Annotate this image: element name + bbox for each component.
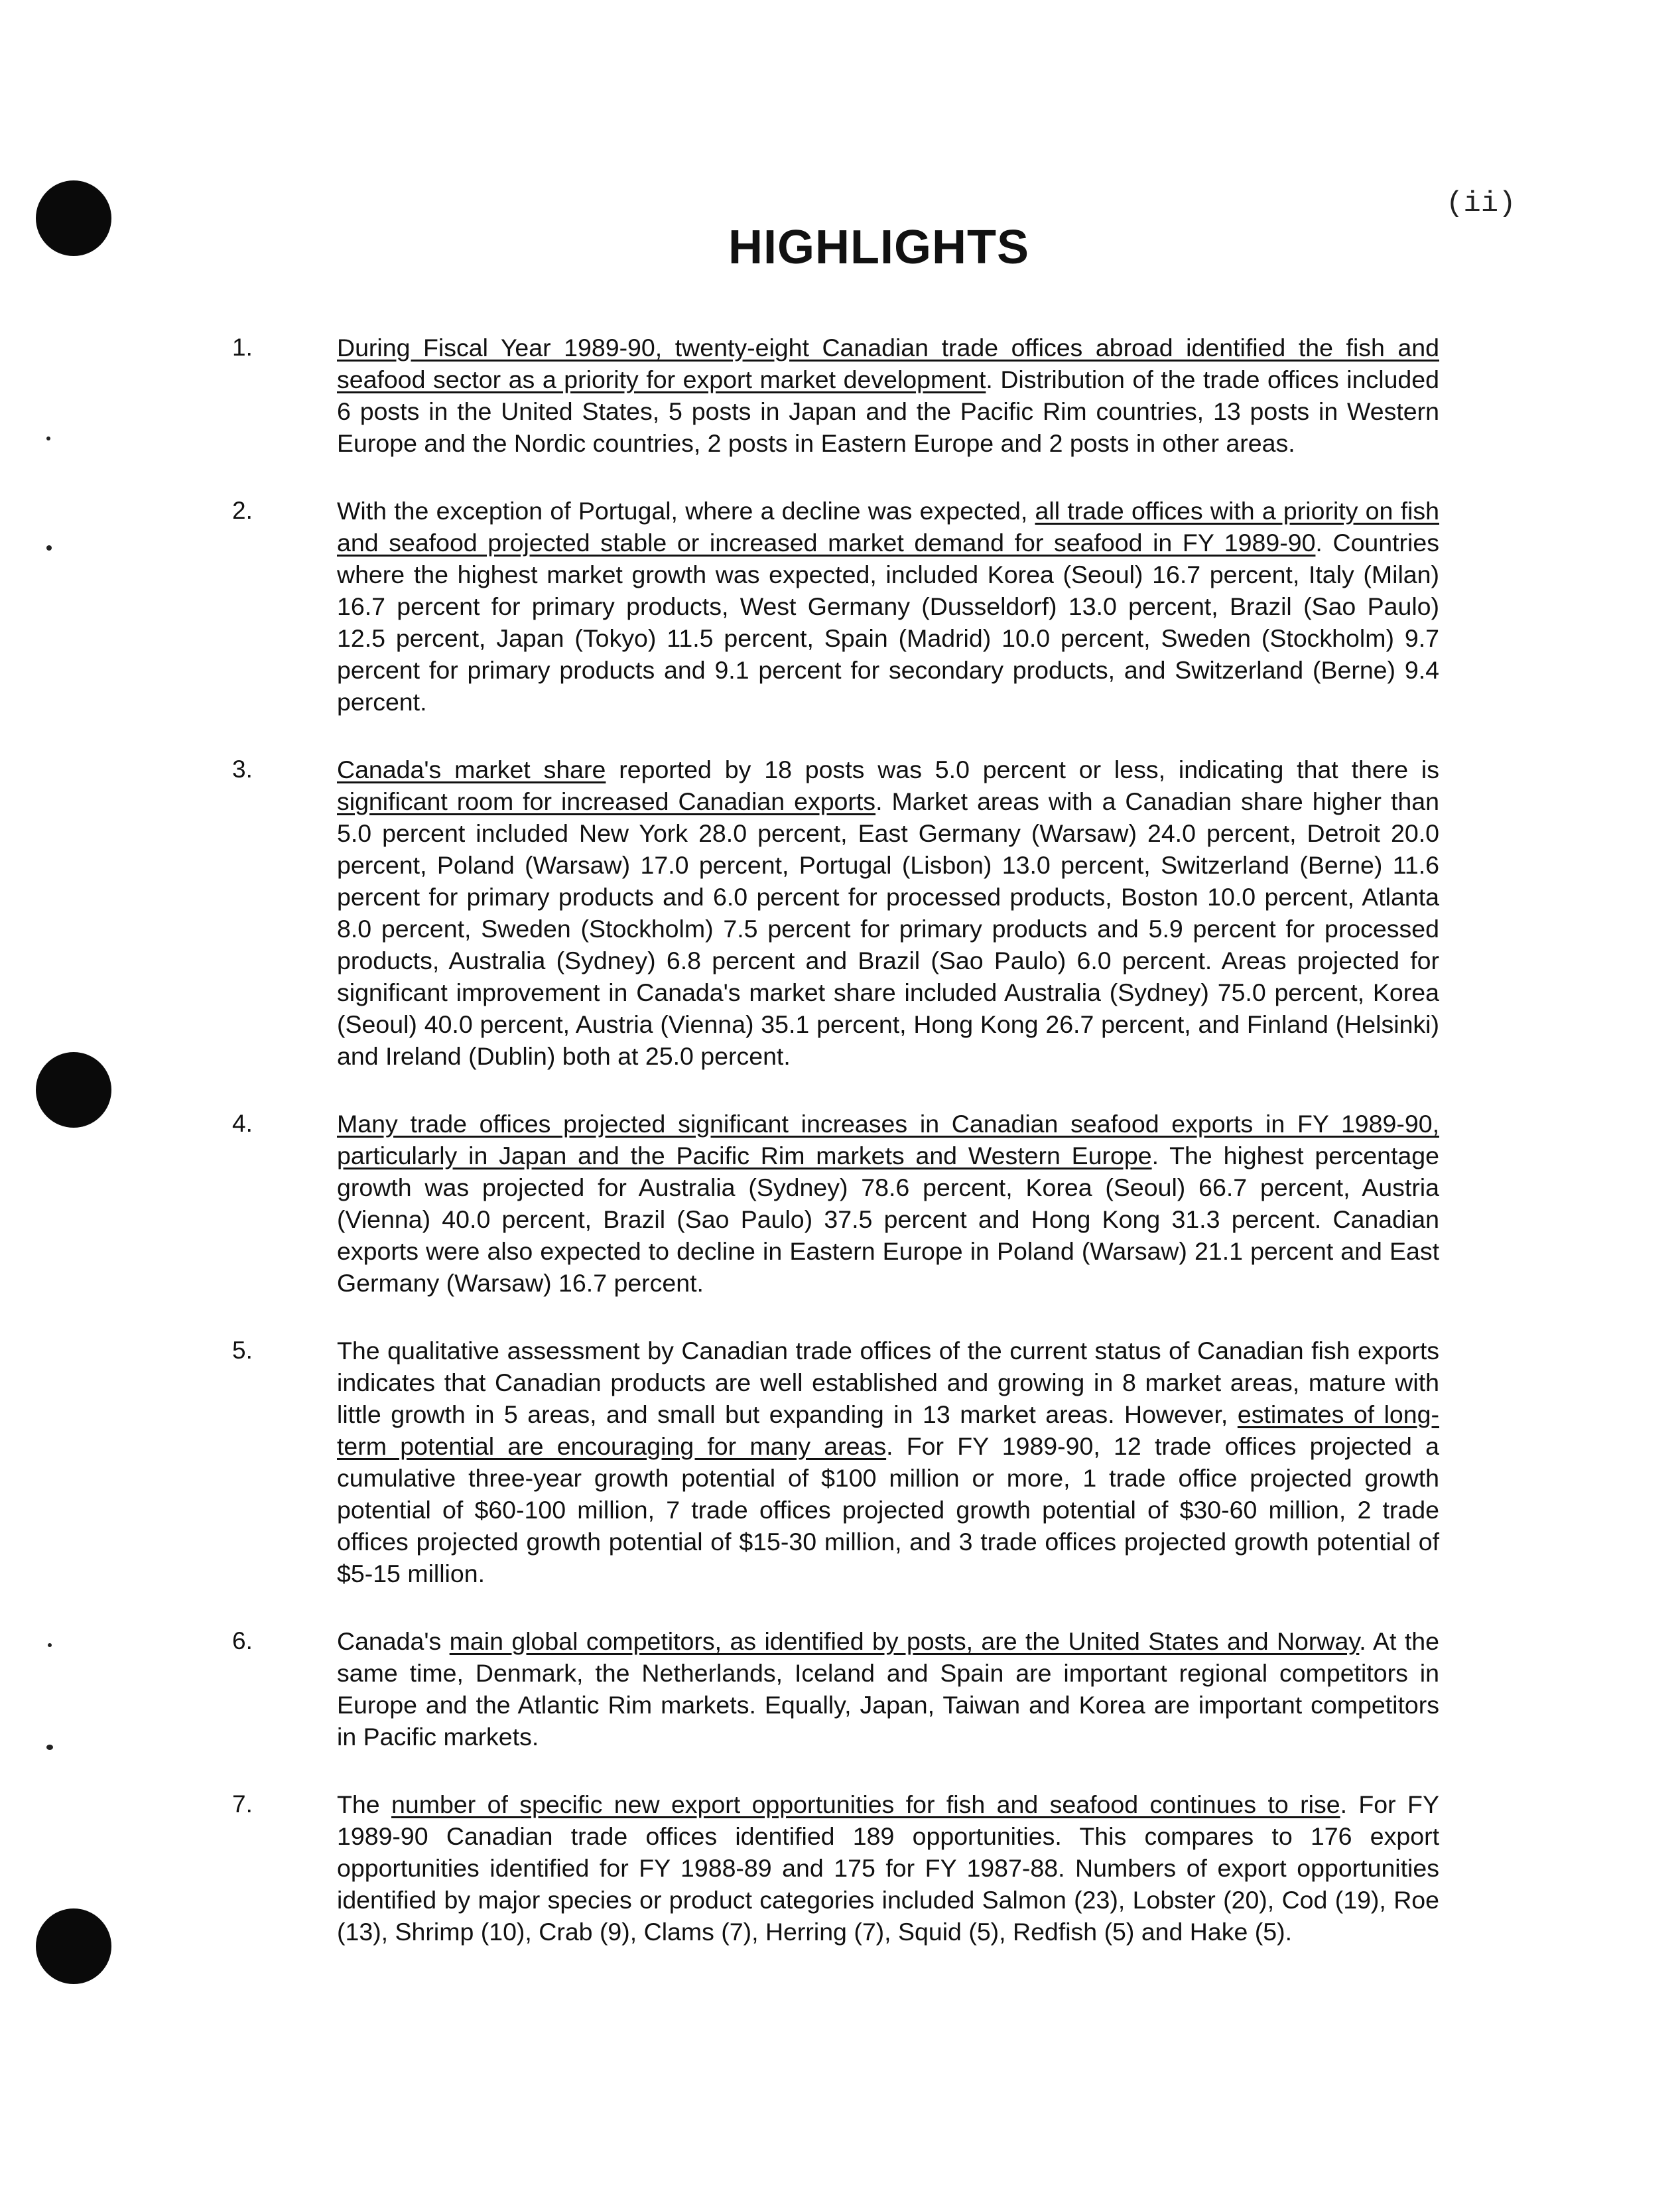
highlights-list bbox=[232, 332, 1439, 1983]
item-text bbox=[337, 1788, 1439, 1948]
item-body: . The highest percentage growth was projected for Australia (Sydney) 78.6 percent, Korea (Seoul) 66.7 percent, Austria (Vienna) 40.0 percent, Brazil (Sao Paulo) 37.5 percent and Hong Kong 31.3 percent. Canadian exports were also expected to decline in Eastern Europe in Poland (Warsaw) 21.1 percent and East Germany (Warsaw) 16.7 percent. bbox=[337, 1142, 1439, 1297]
page-title: HIGHLIGHTS bbox=[728, 221, 1029, 274]
item-text bbox=[337, 1335, 1439, 1589]
item-body: . Distribution of the trade offices included 6 posts in the United States, 5 posts in Japan and the Pacific Rim countries, 13 posts in Western Europe and the Nordic countries, 2 posts in Eastern Europe and 2 posts in other areas. bbox=[337, 366, 1439, 457]
scan-speck bbox=[46, 436, 50, 440]
item-lead: The qualitative assessment by Canadian trade offices of the current status of Canadian fish exports indicates that Canadian products are well established and growing in 8 market areas, mature with little growth in 5 areas, and small but expanding in 13 market areas. However, bbox=[337, 1337, 1439, 1428]
item-number: 7. bbox=[232, 1790, 253, 1818]
item-lead: Canada's bbox=[337, 1627, 450, 1655]
underlined-phrase: estimates of long-term potential are encouraging for many areas bbox=[337, 1400, 1439, 1460]
item-text bbox=[337, 754, 1439, 1072]
list-item bbox=[232, 754, 1439, 1072]
item-text bbox=[337, 332, 1439, 459]
list-item bbox=[232, 1625, 1439, 1753]
item-number: 4. bbox=[232, 1110, 253, 1137]
scan-speck bbox=[46, 545, 52, 551]
list-item bbox=[232, 495, 1439, 718]
item-body: . For FY 1989-90 Canadian trade offices identified 189 opportunities. This compares to 176 export opportunities identified for FY 1988-89 and 175 for FY 1987-88. Numbers of export opportunities identified by major species or product categories included Salmon (23), Lobster (20), Cod (19), Roe (13), Shrimp (10), Crab (9), Clams (7), Herring (7), Squid (5), Redfish (5) and Hake (5). bbox=[337, 1790, 1439, 1946]
underlined-phrase: Many trade offices projected significant increases in Canadian seafood exports in FY 1989-90, particularly in Japan and the Pacific Rim markets and Western Europe bbox=[337, 1110, 1439, 1169]
underlined-phrase: significant room for increased Canadian exports bbox=[337, 787, 876, 815]
item-body: . At the same time, Denmark, the Netherlands, Iceland and Spain are important regional competitors in Europe and the Atlantic Rim markets. Equally, Japan, Taiwan and Korea are important competitors in Pacific markets. bbox=[337, 1627, 1439, 1751]
list-item bbox=[232, 1788, 1439, 1948]
list-item bbox=[232, 332, 1439, 459]
underlined-phrase: During Fiscal Year 1989-90, twenty-eight Canadian trade offices abroad identified the fish and seafood sector as a priority for export market development bbox=[337, 334, 1439, 393]
item-text bbox=[337, 1108, 1439, 1299]
item-text bbox=[337, 495, 1439, 718]
scan-speck bbox=[48, 1643, 52, 1647]
item-text bbox=[337, 1625, 1439, 1753]
item-middle: reported by 18 posts was 5.0 percent or less, indicating that there is bbox=[606, 756, 1439, 783]
underlined-phrase: main global competitors, as identified by posts, are the United States and Norway bbox=[449, 1627, 1360, 1655]
page-number: (ii) bbox=[1446, 187, 1516, 220]
item-lead: With the exception of Portugal, where a decline was expected, bbox=[337, 497, 1035, 525]
scan-speck bbox=[46, 1745, 53, 1750]
item-body: . Countries where the highest market growth was expected, included Korea (Seoul) 16.7 percent, Italy (Milan) 16.7 percent for primary products, West Germany (Dusseldorf) 13.0 percent, Brazil (Sao Paulo) 12.5 percent, Japan (Tokyo) 11.5 percent, Spain (Madrid) 10.0 percent, Sweden (Stockholm) 9.7 percent for primary products and 9.1 percent for secondary products, and Switzerland (Berne) 9.4 percent. bbox=[337, 529, 1439, 716]
item-body: . Market areas with a Canadian share higher than 5.0 percent included New York 28.0 percent, East Germany (Warsaw) 24.0 percent, Detroit 20.0 percent, Poland (Warsaw) 17.0 percent, Portugal (Lisbon) 13.0 percent, Switzerland (Berne) 11.6 percent for primary products and 6.0 percent for processed products, Boston 10.0 percent, Atlanta 8.0 percent, Sweden (Stockholm) 7.5 percent for primary products and 5.9 percent for processed products, Australia (Sydney) 6.8 percent and Brazil (Sao Paulo) 6.0 percent. Areas projected for significant improvement in Canada's market share included Australia (Sydney) 75.0 percent, Korea (Seoul) 40.0 percent, Austria (Vienna) 35.1 percent, Hong Kong 26.7 percent, and Finland (Helsinki) and Ireland (Dublin) both at 25.0 percent. bbox=[337, 787, 1439, 1070]
item-number: 6. bbox=[232, 1627, 253, 1654]
item-number: 5. bbox=[232, 1337, 253, 1364]
item-body: . For FY 1989-90, 12 trade offices projected a cumulative three-year growth potential of $100 million or more, 1 trade office projected growth potential of $60-100 million, 7 trade offices projected growth potential of $30-60 million, 2 trade offices projected growth potential of $15-30 million, and 3 trade offices projected growth potential of $5-15 million. bbox=[337, 1432, 1439, 1587]
binder-hole-bottom bbox=[36, 1908, 111, 1984]
item-number: 1. bbox=[232, 334, 253, 361]
list-item bbox=[232, 1108, 1439, 1299]
binder-hole-middle bbox=[36, 1052, 111, 1128]
underlined-phrase: number of specific new export opportunities for fish and seafood continues to rise bbox=[391, 1790, 1340, 1818]
item-number: 2. bbox=[232, 497, 253, 524]
item-number: 3. bbox=[232, 756, 253, 783]
item-lead: The bbox=[337, 1790, 392, 1818]
list-item bbox=[232, 1335, 1439, 1589]
underlined-phrase: Canada's market share bbox=[337, 756, 606, 783]
underlined-phrase: all trade offices with a priority on fish and seafood projected stable or increased market demand for seafood in FY 1989-90 bbox=[337, 497, 1439, 557]
